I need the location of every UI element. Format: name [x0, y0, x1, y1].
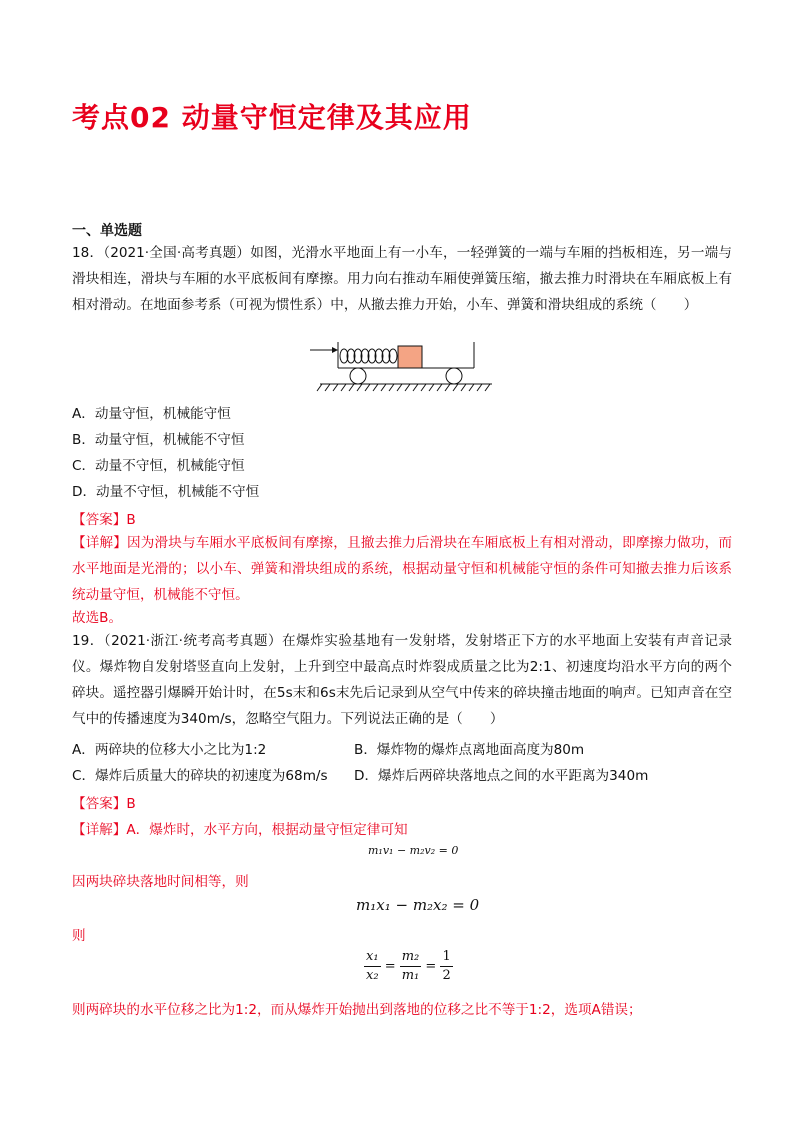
fraction-x: $\frac{\text{x₁}}{\text{x₂}}$ — [366, 949, 379, 983]
slider-block — [398, 346, 422, 368]
q18-answer: 【答案】B — [72, 512, 136, 528]
wheel-left — [350, 368, 366, 384]
q18-conclusion: 故选B。 — [72, 610, 123, 626]
page-title: 考点02 动量守恒定律及其应用 — [72, 101, 472, 134]
ground — [317, 384, 492, 391]
q19-option-c: C．爆炸后质量大的碎块的初速度为68m/s — [72, 768, 328, 784]
q19-option-d: D．爆炸后两碎块落地点之间的水平距离为340m — [354, 768, 649, 784]
q18-detail: 【详解】因为滑块与车厢水平底板间有摩擦，且撤去推力后滑块在车厢底板上有相对滑动，即摩擦力做功，而水平地面是光滑的；以小车、弹簧和滑块组成的系统，根据动量守恒和机械能守恒的条件可知撤去推力后该系统动量守恒，机械能不守恒。 — [72, 535, 732, 603]
equation-displacement: m₁x₁ − m₂x₂ = 0 — [356, 896, 480, 914]
spring-icon — [340, 349, 397, 363]
equation-momentum: m₁v₁ − m₂v₂ = 0 — [368, 844, 459, 857]
q18-option-c: C．动量不守恒，机械能守恒 — [72, 458, 245, 474]
q19-answer: 【答案】B — [72, 796, 136, 812]
section-heading: 一、单选题 — [72, 223, 142, 239]
q19-line3: 则 — [72, 928, 86, 944]
fraction-m: $\frac{\text{m₂}}{\text{m₁}}$ — [401, 949, 420, 983]
q19-line2: 因两块碎块落地时间相等，则 — [72, 874, 249, 890]
q18-option-b: B．动量守恒，机械能不守恒 — [72, 432, 245, 448]
q19-option-b: B．爆炸物的爆炸点离地面高度为80m — [354, 742, 585, 758]
equation-ratio: $\frac{\text{x₁}}{\text{x₂}}$ = $\frac{\text{m₂}}{\text{m₁}}$ = $\frac{1}{2}$ — [366, 949, 451, 983]
q19-detail-a: 【详解】A．爆炸时，水平方向，根据动量守恒定律可知 — [72, 822, 408, 838]
push-arrow-icon — [310, 347, 338, 353]
q18-option-d: D．动量不守恒，机械能不守恒 — [72, 484, 260, 500]
fraction-half: $\frac{1}{2}$ — [442, 949, 451, 983]
cart-spring-diagram — [308, 338, 498, 396]
q18-option-a: A．动量守恒，机械能守恒 — [72, 406, 231, 422]
q19-line4: 则两碎块的水平位移之比为1:2，而从爆炸开始抛出到落地的位移之比不等于1:2，选项A错误； — [72, 1002, 642, 1018]
wheel-right — [446, 368, 462, 384]
q19-stem: 19．（2021·浙江·统考高考真题）在爆炸实验基地有一发射塔，发射塔正下方的水平地面上安装有声音记录仪。爆炸物自发射塔竖直向上发射，上升到空中最高点时炸裂成质量之比为2:1、初速度均沿水平方向的两个碎块。遥控器引爆瞬开始计时，在5s末和6s末先后记录到从空气中传来的碎块撞击地面的响声。已知声音在空气中的传播速度为340m/s，忽略空气阻力。下列说法正确的是（ ） — [72, 633, 732, 727]
q18-stem: 18．（2021·全国·高考真题）如图，光滑水平地面上有一小车，一轻弹簧的一端与车厢的挡板相连，另一端与滑块相连，滑块与车厢的水平底板间有摩擦。用力向右推动车厢使弹簧压缩，撤去推力时滑块在车厢底板上有相对滑动。在地面参考系（可视为惯性系）中，从撤去推力开始，小车、弹簧和滑块组成的系统（ ） — [72, 245, 732, 313]
q19-option-a: A．两碎块的位移大小之比为1:2 — [72, 742, 267, 758]
